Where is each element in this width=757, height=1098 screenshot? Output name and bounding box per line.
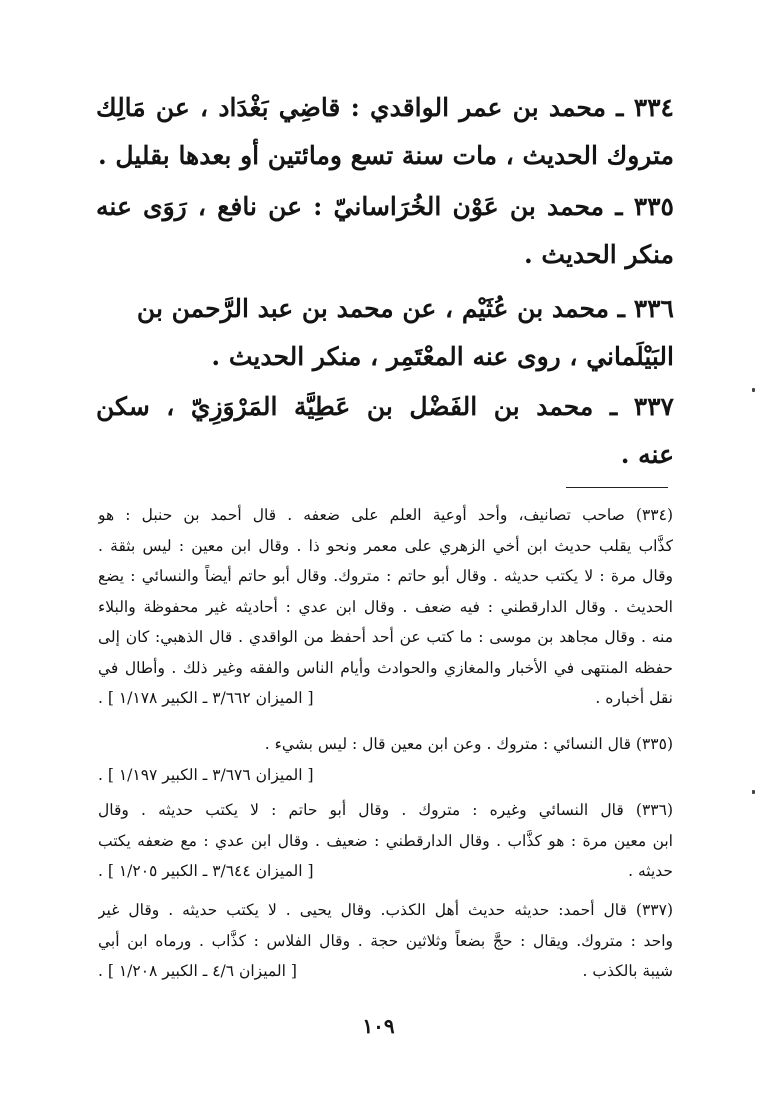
footnote-line: (٣٣٤) صاحب تصانيف، وأحد أوعية العلم على ضعفه . قال أحمد بن حنبل : هو bbox=[98, 506, 673, 524]
footnote-divider bbox=[566, 487, 668, 488]
entry-line: البَيْلَماني ، روى عنه المعْتَمِر ، منكر الحديث . bbox=[211, 342, 674, 371]
footnote-reference: [ الميزان ٤/٦ ـ الكبير ١/٢٠٨ ] . bbox=[98, 962, 297, 980]
entry-336 bbox=[96, 285, 674, 381]
entry-line: منكر الحديث . bbox=[524, 240, 674, 269]
footnote-text: حديثه . bbox=[628, 862, 673, 880]
footnote-335 bbox=[98, 729, 673, 790]
footnote-line-last bbox=[98, 856, 673, 887]
footnote-line: منه . وقال مجاهد بن موسى : ما كتب عن أحد أحفظ من الواقدي . قال الذهبي: كان إلى bbox=[98, 628, 673, 646]
footnote-line: حفظه المنتهى في الأخبار والمغازي والحوادث وأيام الناس والفقه وغير ذلك . وأطال في bbox=[98, 658, 673, 677]
footnote-336 bbox=[98, 795, 673, 887]
footnote-line-last bbox=[98, 683, 673, 714]
footnote-reference: [ الميزان ٣/٦٦٢ ـ الكبير ١/١٧٨ ] . bbox=[98, 689, 314, 707]
footnote-line-last bbox=[98, 956, 673, 987]
footnote-line: (٣٣٧) قال أحمد: حديثه حديث أهل الكذب. وقال يحيى . لا يكتب حديثه . وقال غير bbox=[98, 901, 673, 919]
entry-line: متروك الحديث ، مات سنة تسع ومائتين أو بعدها بقليل . bbox=[97, 141, 674, 170]
entry-line: عنه . bbox=[620, 440, 674, 469]
footnote-line: وقال مرة : لا يكتب حديثه . وقال أبو حاتم : متروك. وقال أبو حاتم أيضاً والنسائي : يضع bbox=[98, 567, 673, 585]
entry-line: ٣٣٤ ـ محمد بن عمر الواقدي : قاضِي بَغْدَاد ، عن مَالِك bbox=[96, 93, 674, 122]
footnote-reference: [ الميزان ٣/٦٧٦ ـ الكبير ١/١٩٧ ] . bbox=[98, 765, 314, 784]
footnote-334 bbox=[98, 500, 673, 714]
footnote-line: واحد : متروك. ويقال : حجَّ بضعاً وثلاثين حجة . وقال الفلاس : كذَّاب . ورماه ابن أبي bbox=[98, 931, 673, 950]
entry-line: ٣٣٥ ـ محمد بن عَوْن الخُرَاسانيّ : عن نافع ، رَوَى عنه bbox=[96, 192, 674, 221]
footnote-line: (٣٣٦) قال النسائي وغيره : متروك . وقال أبو حاتم : لا يكتب حديثه . وقال bbox=[98, 801, 673, 819]
scan-edge-mark bbox=[752, 790, 755, 794]
entry-334 bbox=[96, 84, 674, 180]
entry-line: ٣٣٦ ـ محمد بن عُثَيْم ، عن محمد بن عبد الرَّحمن بن bbox=[136, 294, 674, 323]
footnote-line: كذَّاب يقلب حديث ابن أخي الزهري على معمر ونحو ذا . وقال ابن معين : ليس بثقة . bbox=[98, 536, 673, 555]
footnote-337 bbox=[98, 895, 673, 987]
footnote-reference: [ الميزان ٣/٦٤٤ ـ الكبير ١/٢٠٥ ] . bbox=[98, 862, 314, 880]
footnote-text: شيبة بالكذب . bbox=[582, 962, 673, 980]
footnote-text: نقل أخباره . bbox=[595, 689, 673, 707]
page-number: ١٠٩ bbox=[362, 1014, 395, 1038]
footnote-line-last bbox=[98, 760, 673, 791]
entry-line: ٣٣٧ ـ محمد بن الفَضْل بن عَطِيَّة المَرْوَزِيّ ، سكن bbox=[96, 392, 674, 421]
footnote-line: الحديث . وقال الدارقطني : فيه ضعف . وقال ابن عدي : أحاديثه غير محفوظة والبلاء bbox=[98, 597, 673, 616]
entry-337 bbox=[96, 383, 674, 479]
footnote-line: ابن معين مرة : هو كذَّاب . وقال الدارقطني : ضعيف . وقال ابن عدي : مع ضعفه يكتب bbox=[98, 831, 673, 850]
scan-edge-mark bbox=[752, 388, 755, 392]
footnote-line: (٣٣٥) قال النسائي : متروك . وعن ابن معين قال : ليس بشيء . bbox=[264, 735, 673, 753]
entry-335 bbox=[96, 183, 674, 279]
